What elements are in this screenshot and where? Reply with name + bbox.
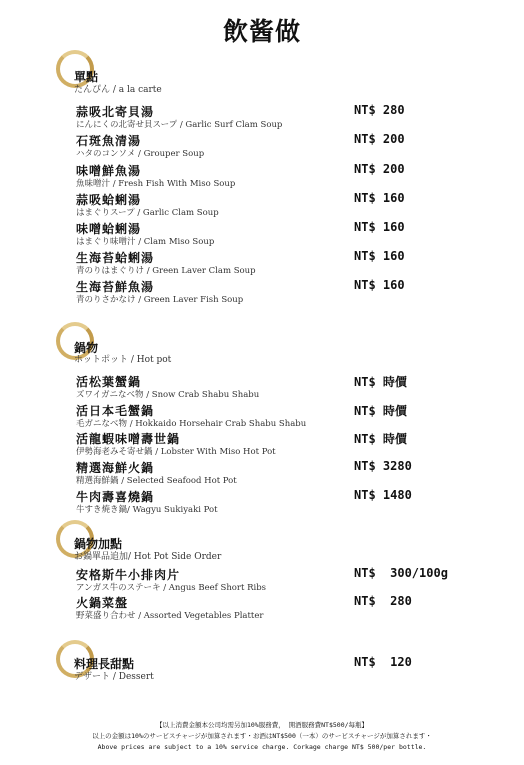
item-price: NT$ 280 bbox=[354, 103, 405, 117]
menu-item bbox=[76, 373, 476, 401]
item-price: NT$ 1480 bbox=[354, 488, 412, 502]
section-subtitle: デザート / Dessert bbox=[74, 672, 154, 682]
item-desc: 魚味噌汁 / Fresh Fish With Miso Soup bbox=[76, 179, 236, 189]
item-price: NT$ 時價 bbox=[354, 432, 407, 446]
item-price: NT$ 時價 bbox=[354, 375, 407, 389]
item-desc: 精選海鮮鍋 / Selected Seafood Hot Pot bbox=[76, 476, 237, 486]
item-price: NT$ 280 bbox=[354, 594, 412, 608]
menu-item bbox=[76, 249, 476, 277]
menu-item bbox=[76, 459, 476, 487]
section-title: 鍋物 bbox=[74, 341, 99, 355]
item-price: NT$ 200 bbox=[354, 162, 405, 176]
footer-line-zh: 【以上消費金額本公司均需另加10%服務費， 開酒服務費NT$500/每瓶】 bbox=[155, 721, 369, 729]
item-desc: アンガス牛のステーキ / Angus Beef Short Ribs bbox=[76, 583, 267, 593]
item-name: 蒜吸蛤蜊湯 bbox=[76, 193, 142, 207]
menu-item bbox=[76, 566, 476, 594]
item-name: 牛肉壽喜燒鍋 bbox=[76, 490, 155, 504]
footer-line-en: Above prices are subject to a 10% service charge. Corkage charge NT$ 500/per bottle. bbox=[97, 743, 427, 751]
item-desc: ズワイガニなべ物 / Snow Crab Shabu Shabu bbox=[76, 390, 260, 400]
item-name: 味噌蛤蜊湯 bbox=[76, 222, 142, 236]
menu-item bbox=[76, 162, 476, 190]
item-name: 活日本毛蟹鍋 bbox=[76, 404, 155, 418]
item-price: NT$ 160 bbox=[354, 191, 405, 205]
item-desc: 野菜盛り合わせ / Assorted Vegetables Platter bbox=[76, 611, 264, 621]
item-name: 火鍋菜盤 bbox=[76, 596, 129, 610]
item-price: NT$ 3280 bbox=[354, 459, 412, 473]
item-desc: 青のりはまぐりけ / Green Laver Clam Soup bbox=[76, 266, 256, 276]
menu-item bbox=[76, 278, 476, 306]
item-price: NT$ 時價 bbox=[354, 404, 407, 418]
section-title: 鍋物加點 bbox=[74, 537, 123, 551]
item-desc: はまぐり味噌汁 / Clam Miso Soup bbox=[76, 237, 215, 247]
item-desc: 毛ガニなべ物 / Hokkaido Horsehair Crab Shabu Shabu bbox=[76, 419, 307, 429]
menu-item bbox=[76, 655, 476, 683]
brand-logo: 飲酱做 bbox=[222, 17, 301, 46]
item-desc: はまぐりスープ / Garlic Clam Soup bbox=[76, 208, 219, 218]
section-subtitle: ホットポット / Hot pot bbox=[74, 355, 172, 365]
item-name: 活松葉蟹鍋 bbox=[76, 375, 142, 389]
item-price: NT$ 200 bbox=[354, 132, 405, 146]
item-name: 精選海鮮火鍋 bbox=[76, 461, 155, 475]
section-subtitle: お鍋單品追加/ Hot Pot Side Order bbox=[74, 552, 222, 562]
menu-item bbox=[76, 594, 476, 622]
menu-item bbox=[76, 220, 476, 248]
item-name: 石斑魚清湯 bbox=[76, 134, 142, 148]
item-desc: 牛すき焼き鍋/ Wagyu Sukiyaki Pot bbox=[76, 505, 218, 515]
item-name: 安格斯牛小排肉片 bbox=[76, 568, 181, 582]
item-name: 活龍蝦味噌壽世鍋 bbox=[76, 432, 181, 446]
footer-line-jp: 以上の金額は10%のサービスチャージが加算されます・お酒はNT$500（一本）のサービスチャージが加算されます・ bbox=[92, 732, 432, 740]
menu-item bbox=[76, 132, 476, 160]
menu-item bbox=[76, 402, 476, 430]
menu-item bbox=[76, 103, 476, 131]
section-title: 單點 bbox=[74, 70, 99, 84]
item-price: NT$ 120 bbox=[354, 655, 412, 669]
item-name: 味噌鮮魚湯 bbox=[76, 164, 142, 178]
item-name: 生海苔蛤蜊湯 bbox=[76, 251, 155, 265]
item-name: 生海苔鮮魚湯 bbox=[76, 280, 155, 294]
section-subtitle: たんぴん / a la carte bbox=[74, 85, 162, 95]
item-price: NT$ 300/100g bbox=[354, 566, 448, 580]
menu-item bbox=[76, 488, 476, 516]
section-title: 料理長甜點 bbox=[74, 657, 135, 671]
item-price: NT$ 160 bbox=[354, 278, 405, 292]
item-desc: ハタのコンソメ / Grouper Soup bbox=[76, 149, 205, 159]
footer-note bbox=[0, 720, 524, 753]
item-desc: 青のりさかなけ / Green Laver Fish Soup bbox=[76, 295, 244, 305]
item-desc: 伊勢海老みそ寄せ鍋 / Lobster With Miso Hot Pot bbox=[76, 447, 276, 457]
item-desc: にんにくの北寄せ貝スープ / Garlic Surf Clam Soup bbox=[76, 120, 283, 130]
menu-item bbox=[76, 430, 476, 458]
item-price: NT$ 160 bbox=[354, 249, 405, 263]
item-price: NT$ 160 bbox=[354, 220, 405, 234]
item-name: 蒜吸北寄貝湯 bbox=[76, 105, 155, 119]
menu-item bbox=[76, 191, 476, 219]
